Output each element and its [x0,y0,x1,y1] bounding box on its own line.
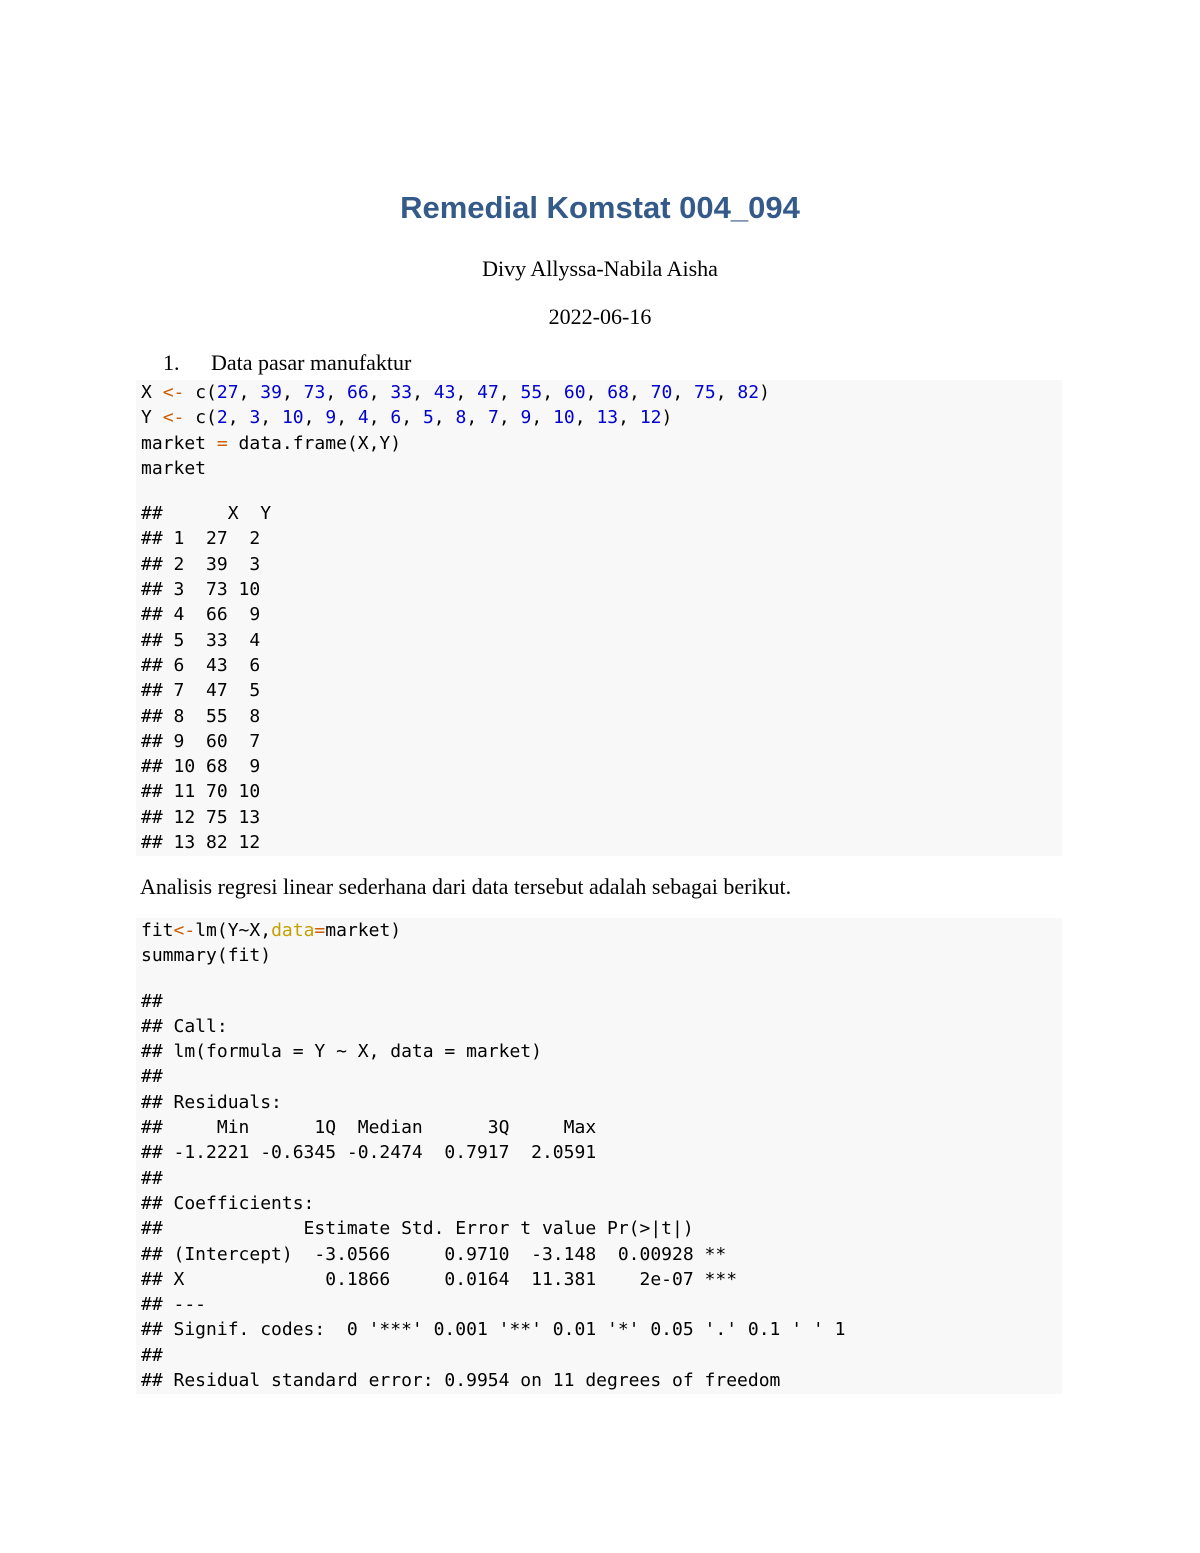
code-block-regression [136,918,1062,1394]
section-number: 1. [163,350,180,375]
code-line-dataframe: market = data.frame(X,Y) [141,432,402,454]
output-line: ## Call: [141,1015,228,1037]
output-line: ## [141,1344,163,1366]
output-line: ## (Intercept) -3.0566 0.9710 -3.148 0.00928 ** [141,1243,727,1265]
output-line: ## --- [141,1294,207,1316]
output-line: ## 7 47 5 [141,680,261,702]
vector-value: 70 [650,382,673,403]
output-line: ## 1 27 2 [141,528,261,550]
output-line: ## Min 1Q Median 3Q Max [141,1117,597,1139]
output-line: ## [141,1167,163,1189]
output-line: ## lm(formula = Y ~ X, data = market) [141,1041,542,1063]
code-line-print: market [141,457,207,479]
vector-value: 10 [553,407,575,429]
output-line: ## 2 39 3 [141,553,261,575]
output-line: ## 12 75 13 [141,806,261,828]
analysis-paragraph: Analisis regresi linear sederhana dari data tersebut adalah sebagai berikut. [140,874,792,899]
output-line: ## Residual standard error: 0.9954 on 11 degrees of freedom [141,1370,781,1392]
vector-value: 27 [216,382,239,403]
vector-value: 12 [639,407,662,429]
vector-value: 43 [433,382,456,403]
vector-value: 5 [422,407,434,429]
output-line: ## Signif. codes: 0 '***' 0.001 '**' 0.01 '*' 0.05 '.' 0.1 ' ' 1 [141,1319,846,1341]
section-label: Data pasar manufaktur [211,350,412,375]
vector-value: 47 [477,382,499,403]
output-line: ## 8 55 8 [141,705,261,727]
vector-value: 33 [390,382,413,403]
vector-value: 39 [260,382,282,403]
output-line: ## [141,1066,163,1088]
document-author: Divy Allyssa-Nabila Aisha [482,256,718,281]
vector-value: 60 [563,382,586,403]
vector-value: 9 [520,407,532,429]
vector-value: 6 [390,407,402,429]
output-line: ## 13 82 12 [141,832,261,854]
output-line: ## -1.2221 -0.6345 -0.2474 0.7917 2.0591 [141,1142,597,1164]
vector-value: 3 [249,407,261,429]
output-line: ## 6 43 6 [141,654,261,676]
output-line: ## 10 68 9 [141,756,261,778]
output-line: ## Coefficients: [141,1192,315,1214]
output-line: ## 3 73 10 [141,579,261,601]
vector-value: 7 [488,407,499,429]
vector-value: 82 [737,382,760,403]
output-line: ## X Y [141,503,272,525]
vector-value: 55 [520,382,543,403]
vector-value: 4 [357,407,369,429]
code-line-summary: summary(fit) [141,945,272,967]
code-line-x: X <- c(27, 39, 73, 66, 33, 43, 47, 55, 60, 68, 70, 75, 82) [141,382,770,403]
output-line: ## [141,990,163,1012]
output-line: ## 11 70 10 [141,781,261,803]
output-line: ## 9 60 7 [141,730,261,752]
document-title: Remedial Komstat 004_094 [400,190,800,225]
output-line: ## Residuals: [141,1091,282,1113]
vector-value: 9 [325,407,337,429]
vector-value: 68 [607,382,629,403]
output-line: ## Estimate Std. Error t value Pr(>|t|) [141,1218,694,1240]
vector-value: 2 [216,407,228,429]
vector-value: 10 [281,407,304,429]
code-line-y: Y <- c(2, 3, 10, 9, 4, 6, 5, 8, 7, 9, 10, 13, 12) [141,407,673,429]
document-date: 2022-06-16 [548,304,652,329]
vector-value: 66 [347,382,369,403]
vector-value: 75 [694,382,716,403]
vector-value: 8 [455,407,467,429]
code-line-fit: fit<-lm(Y~X,data=market) [141,920,402,941]
output-line: ## 5 33 4 [141,629,261,651]
code-block-data [136,380,1062,856]
output-line: ## 4 66 9 [141,604,261,626]
vector-value: 13 [596,407,619,429]
output-line: ## X 0.1866 0.0164 11.381 2e-07 *** [141,1268,738,1290]
vector-value: 73 [303,382,326,403]
section-heading [163,350,411,376]
